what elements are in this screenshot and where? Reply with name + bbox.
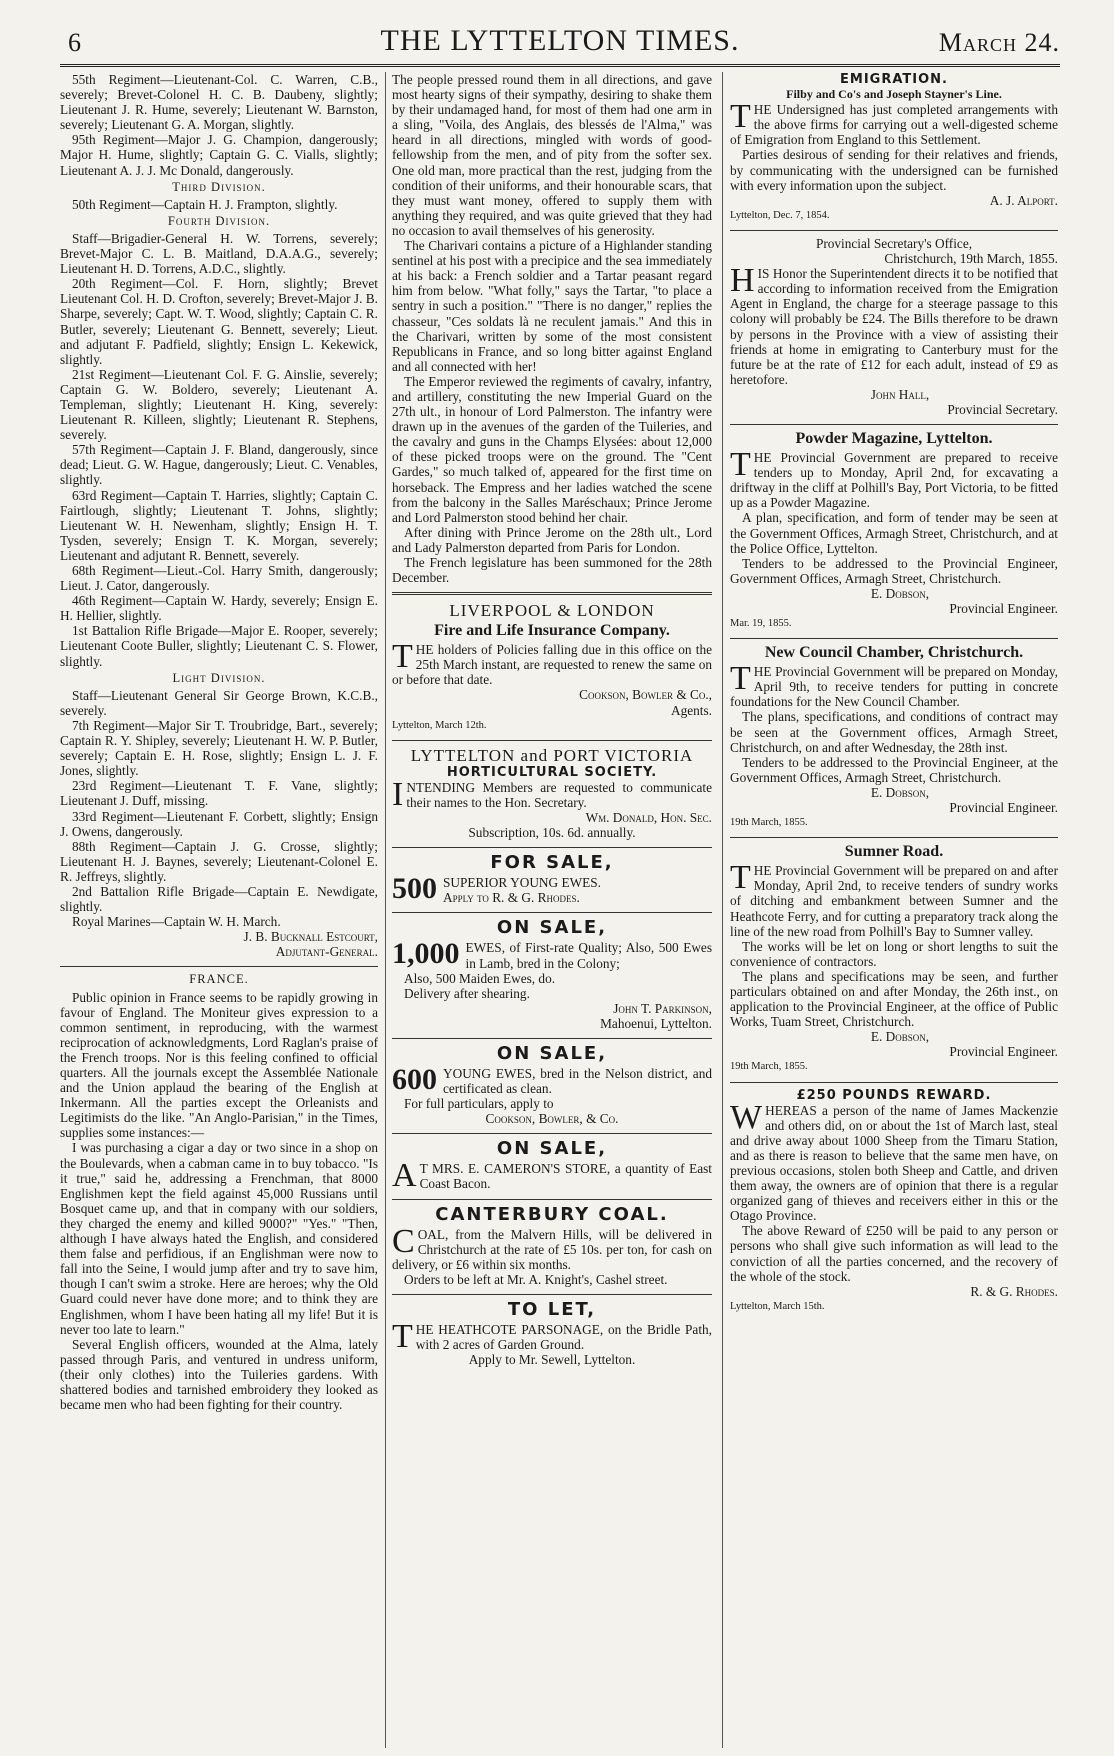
notice-date: Mar. 19, 1855.: [730, 618, 792, 630]
drop-cap: T: [392, 1317, 413, 1355]
notice-body: HE Provincial Government will be prepared on and after Monday, April 2nd, to receive tenders of sundry works of ditching and embankment between Sumner and the Heathcote Ferry, and for cutting a preparatory track along the line of the new road from Polhill's Bay to Sumner valley.: [730, 863, 1058, 939]
notice-body: HEREAS a person of the name of James Mackenzie and others did, on or about the 1st of March last, steal and drive away about 1000 Sheep from the Timaru Station, and as there is reason to believe that the same men have, on previous occasions, stolen both Sheep and Cattle, and driven them away, the owners are of opinion that there is a regular organized gang of thieves and receivers either in this or the Otago Province.: [730, 1102, 1058, 1224]
divider: [730, 638, 1058, 639]
ad-title: LYTTELTON and PORT VICTORIA: [410, 745, 694, 765]
casualty-paragraph: 95th Regiment—Major J. G. Champion, dangerously; Major H. Hume, slightly; Captain G. C. Vialls, slightly; Lieutenant A. J. J. Mc Donald, dangerously.: [60, 132, 378, 178]
ad-line: Orders to be left at Mr. A. Knight's, Cashel street.: [404, 1271, 668, 1287]
france-paragraph: Several English officers, wounded at the Alma, lately passed through Paris, and ventured in undress uniform, (their only clothes) into the Tuileries gardens. With shattered bodies and tarnished embroidery they looked as became men who had been fighting for their country.: [60, 1336, 378, 1413]
divider: [730, 424, 1058, 425]
signature-name: J. B. Bucknall Estcourt,: [243, 929, 378, 945]
notice-title: Sumner Road.: [844, 843, 944, 861]
notice-title: New Council Chamber, Christchurch.: [764, 644, 1024, 662]
ad-body: SUPERIOR YOUNG EWES.: [443, 875, 601, 891]
notice-paragraph: The works will be let on long or short lengths to suit the convenience of contractors.: [730, 938, 1058, 969]
drop-cap: I: [392, 775, 404, 813]
notice-paragraph: The plans, specifications, and conditions of contract may be seen at the Government offices, Armagh Street, Christchurch, on and after Wednesday, the 28th inst.: [730, 709, 1058, 755]
ad-date: Lyttelton, March 12th.: [392, 719, 487, 731]
casualty-paragraph: 63rd Regiment—Captain T. Harries, slightly; Captain C. Fairtlough, slightly; Lieutenant T. Johns, slightly; Lieutenant W. H. Newenham, slightly; Ensign H. T. Tysden, severely; Ensign T. K. Morgan, severely; Lieutenant and adjutant R. Bennett, severely.: [60, 487, 378, 563]
sumner-road-notice: [730, 843, 1058, 1074]
casualty-paragraph: 23rd Regiment—Lieutenant T. F. Vane, slightly; Lieutenant J. Duff, missing.: [60, 778, 378, 809]
casualty-paragraph: 1st Battalion Rifle Brigade—Major E. Rooper, severely; Lieutenant Coote Buller, slightly; Lieutenant C. S. Flower, slightly.: [60, 623, 378, 669]
casualty-paragraph: 50th Regiment—Captain H. J. Frampton, slightly.: [72, 196, 338, 212]
notice-paragraph: Tenders to be addressed to the Provincial Engineer, Government Offices, Armagh Street, Christchurch.: [730, 555, 1058, 586]
casualty-paragraph: 46th Regiment—Captain W. Hardy, severely; Ensign E. H. Hellier, slightly.: [60, 593, 378, 624]
france-paragraph: The Emperor reviewed the regiments of cavalry, infantry, and artillery, constituting the new Imperial Guard on the 27th ult., in honour of Lord Palmerston. The infantry were drawn up in the avenues of the garden of the Tuileries, and the cavalry and guns in the Champs Elysées: about 12,000 of these picked troops were on the ground. The "Cent Gardes," so much talked of, appeared for the first time on horseback. The Empress and her ladies watched the scene from the balcony in the Salles Maréschaux; Prince Jerome and Lord Palmerston stood behind her chair.: [392, 373, 712, 525]
notice-paragraph: The plans and specifications may be seen, and further particulars obtained on and after Monday, the 26th inst., on application to the Provincial Engineer, at the office of Public Works, Tuam Street, Christchurch.: [730, 968, 1058, 1030]
notice-paragraph: Tenders to be addressed to the Provincial Engineer, at the Government Offices, Armagh Street, Christchurch.: [730, 754, 1058, 785]
notice-date: 19th March, 1855.: [730, 817, 808, 829]
on-sale-young-ewes-ad: [392, 1044, 712, 1126]
casualty-paragraph: Staff—Brigadier-General H. W. Torrens, severely; Brevet-Major C. L. B. Maitland, D.A.A.G., severely; Lieutenant H. D. Torrens, A.D.C., slightly.: [60, 230, 378, 277]
column-3: [730, 72, 1058, 1748]
notice-signature: E. Dobson,: [870, 585, 930, 601]
notice-dateline: Christchurch, 19th March, 1855.: [884, 251, 1058, 267]
insurance-ad: [392, 601, 712, 733]
column-2: [392, 72, 712, 1748]
notice-signature-title: Provincial Engineer.: [949, 1044, 1058, 1060]
ad-title: TO LET,: [507, 1298, 597, 1320]
divider: [392, 1038, 712, 1039]
to-let-ad: [392, 1300, 712, 1367]
divider: [392, 847, 712, 848]
divider: [392, 1133, 712, 1134]
notice-body: IS Honor the Superintendent directs it to be notified that according to information received from the Emigration Agent in England, the charge for a steerage passage to this colony will probably be £24. The Bills therefore to be drawn by persons in the Province with a view of assisting their friends at home in emigrating to Canterbury must for the future be at the rate of £12 for each adult, instead of £9 as heretofore.: [730, 266, 1058, 387]
ad-title: ON SALE,: [496, 1138, 608, 1160]
drop-cap: T: [730, 660, 751, 698]
drop-cap: A: [392, 1157, 417, 1195]
ad-subtitle: Filby and Co's and Joseph Stayner's Line.: [786, 87, 1002, 102]
ad-title: FOR SALE,: [490, 852, 614, 874]
ad-signature: A. J. Alport.: [989, 192, 1058, 208]
divider: [730, 1082, 1058, 1083]
france-heading: FRANCE.: [189, 972, 249, 987]
notice-date: 19th March, 1855.: [730, 1061, 808, 1073]
casualty-paragraph: 88th Regiment—Captain J. G. Crosse, slightly; Lieutenant H. J. Baynes, severely; Lieutenant-Colonel E. R. Jeffreys, slightly.: [60, 838, 378, 884]
casualty-paragraph: Royal Marines—Captain W. H. March.: [72, 914, 281, 930]
ad-signature: John T. Parkinson,: [613, 1000, 712, 1016]
casualty-paragraph: 21st Regiment—Lieutenant Col. F. G. Ainslie, severely; Captain G. W. Boldero, severely; Lieutenant A. Templeman, slightly; Lieutenant H. King, severely: Lieutenant R. Killeen, slightly; Lieutenant R. Stephens, severely.: [60, 366, 378, 443]
horticultural-ad: [392, 746, 712, 840]
notice-body: HE Provincial Government are prepared to receive tenders up to Monday, April 2nd, for excavating a driftway in the cliff at Polhill's Bay, Port Victoria, to be fitted up as a Powder Magazine.: [730, 450, 1058, 511]
ad-place: Mahoenui, Lyttelton.: [600, 1015, 712, 1031]
notice-office: Provincial Secretary's Office,: [815, 235, 973, 251]
casualty-paragraph: 33rd Regiment—Lieutenant F. Corbett, slightly; Ensign J. Owens, dangerously.: [60, 808, 378, 839]
drop-cap: W: [730, 1098, 763, 1136]
ad-number: 1,000: [392, 937, 460, 971]
divider: [730, 230, 1058, 231]
signature-title: Adjutant-General.: [275, 944, 378, 960]
france-paragraph: The people pressed round them in all directions, and gave most hearty signs of their sympathy, desiring to shake them by their undamaged hand, for most of them had one arm in a sling, "Voila, des Anglais, des blessés de l'Alma," was heard in all directions, mingled with words of good-fellowship from the men, and of pity from the softer sex. One old man, more practical than the rest, judging from the condition of their uniforms, and their honourable scars, that they must want money, offered to supply them with anything they required, and was quite grieved that they had no occasion to avail themselves of his generosity.: [392, 72, 712, 238]
divider: [392, 1199, 712, 1200]
column-1: [60, 72, 378, 1748]
reward-notice: [730, 1088, 1058, 1314]
ad-body: T MRS. E. CAMERON'S STORE, a quantity of East Coast Bacon.: [419, 1161, 712, 1192]
ad-line: Delivery after shearing.: [404, 985, 530, 1001]
ad-title: EMIGRATION.: [840, 72, 948, 87]
for-sale-ewes-ad: [392, 853, 712, 905]
ad-number: 500: [392, 872, 437, 906]
ad-body: NTENDING Members are requested to communicate their names to the Hon. Secretary.: [406, 779, 712, 810]
ad-signature: Cookson, Bowler, & Co.: [485, 1111, 619, 1127]
drop-cap: T: [730, 446, 751, 484]
provincial-secretary-notice: [730, 236, 1058, 417]
ad-number: 600: [392, 1062, 437, 1096]
divider: [392, 740, 712, 741]
divider: [392, 1294, 712, 1295]
emigration-ad: [730, 72, 1058, 223]
ad-line: For full particulars, apply to: [404, 1096, 554, 1112]
coal-ad: [392, 1205, 712, 1287]
ad-note: Subscription, 10s. 6d. annually.: [468, 825, 636, 841]
divider: [392, 912, 712, 913]
bacon-ad: [392, 1138, 712, 1195]
ad-date: Lyttelton, Dec. 7, 1854.: [730, 209, 830, 221]
ad-line: Also, 500 Maiden Ewes, do.: [404, 970, 556, 986]
france-paragraph: I was purchasing a cigar a day or two since in a shop on the Boulevards, when a cabman came in to buy tobacco. "Is it true," said he, addressing a Frenchman, that 8000 Englishmen kept the field against 45,000 Russians until Bosquet came up, and that in company with our soldiers, they charged the enemy and killed 9000?" "Yes." "Then, although I have always hated the English, and considered them false and perfidious, if an Englishman were now to fall into the Seine, I would jump after and try to save him, though I can't swim a stroke. Here are heroes; why the Old Guard could never have done more; and to think they are Englishmen, whom I have been hating all my life! But it is never too late to learn.": [60, 1140, 378, 1337]
page-number: 6: [68, 28, 81, 57]
france-paragraph: The Charivari contains a picture of a Highlander standing sentinel at his post with a precipice and the sea immediately at his back: a French soldier and a Tartar peasant regard him from below. "What folly," says the Tartar, "to place a sentry in such a position." "There is no danger," replies the chasseur, "Ces soldats là ne reculent jamais." And this in the Charivari, written by some of the most consistent Republicans in France, and so long bitter against England and all connected with her!: [392, 238, 712, 374]
ad-signature: Wm. Donald, Hon. Sec.: [585, 810, 712, 826]
ad-title: ON SALE,: [496, 1042, 608, 1064]
casualty-paragraph: Staff—Lieutenant General Sir George Brown, K.C.B., severely.: [60, 687, 378, 718]
casualty-paragraph: 55th Regiment—Lieutenant-Col. C. Warren, C.B., severely; Brevet-Colonel H. C. B. Daubeny, slightly; Lieutenant J. R. Hume, severely; Lieutenant W. Barnston, severely; Lieutenant G. A. Morgan, slightly.: [60, 72, 378, 133]
casualty-paragraph: 68th Regiment—Lieut.-Col. Harry Smith, dangerously; Lieut. J. Cator, dangerously.: [60, 563, 378, 594]
notice-body: HE Provincial Government will be prepared on Monday, April 9th, to receive tenders for putting in concrete foundations for the New Council Chamber.: [730, 664, 1058, 710]
on-sale-ewes-ad: [392, 918, 712, 1031]
powder-magazine-notice: [730, 430, 1058, 631]
ad-subtitle: Fire and Life Insurance Company.: [434, 622, 670, 640]
ad-body: OAL, from the Malvern Hills, will be delivered in Christchurch at the rate of £5 10s. per ton, for cash on delivery, or £6 within six months.: [392, 1226, 712, 1272]
ad-body: YOUNG EWES, bred in the Nelson district, and certificated as clean.: [443, 1065, 712, 1097]
notice-signature-title: Provincial Engineer.: [949, 800, 1058, 816]
column-rule: [385, 72, 386, 1748]
france-paragraph: Public opinion in France seems to be rapidly growing in favour of England. The Moniteur gives expression to a common sentiment, in reproducing, with the warmest reciprocation of acknowledgments, Lord Raglan's praise of the French troops. Nor is this feeling confined to official quarters. All the journals except the Assemblée Nationale and the Union applaud the bearing of the English at Inkermann. All the parties except the Orleanists and Legitimists do the like. "An Anglo-Parisian," in the Times, supplies some instances:—: [60, 989, 378, 1141]
notice-signature: John Hall,: [870, 386, 930, 402]
notice-date: Lyttelton, March 15th.: [730, 1300, 825, 1312]
notice-title: Powder Magazine, Lyttelton.: [795, 430, 993, 448]
division-heading: Third Division.: [172, 179, 266, 194]
issue-date: March 24.: [938, 28, 1060, 57]
ad-body: EWES, of First-rate Quality; Also, 500 Ewes in Lamb, bred in the Colony;: [465, 940, 712, 971]
newspaper-title: THE LYTTELTON TIMES.: [380, 24, 740, 57]
casualty-paragraph: 57th Regiment—Captain J. F. Bland, dangerously, since dead; Lieut. G. W. Hague, dangerously; Lieut. C. Venables, slightly.: [60, 442, 378, 488]
divider: [730, 837, 1058, 838]
casualty-paragraph: 20th Regiment—Col. F. Horn, slightly; Brevet Lieutenant Col. H. D. Crofton, severely; Brevet-Major J. B. Sharpe, severely; Capt. W. T. Wood, slightly; Captain C. R. Butler, severely; Lieutenant G. Bennett, severely; Lieut. and adjutant F. Padfield, slightly; Ensign L. Kekewick, slightly.: [60, 276, 378, 367]
column-rule: [722, 72, 723, 1748]
ad-title: CANTERBURY COAL.: [435, 1203, 669, 1225]
notice-paragraph: The above Reward of £250 will be paid to any person or persons who shall give such information as will lead to the conviction of all the parties concerned, and the recovery of the whole of the stock.: [730, 1223, 1058, 1284]
divider: [392, 592, 712, 595]
ad-subtitle: HORTICULTURAL SOCIETY.: [446, 764, 658, 780]
ad-body: HE holders of Policies falling due in this office on the 25th March instant, are requested to renew the same on or before that date.: [392, 642, 712, 688]
drop-cap: T: [730, 98, 751, 136]
notice-signature-title: Provincial Secretary.: [947, 401, 1058, 417]
ad-body: HE HEATHCOTE PARSONAGE, on the Bridle Path, with 2 acres of Garden Ground.: [415, 1321, 712, 1352]
notice-signature: E. Dobson,: [870, 784, 930, 800]
ad-signature-role: Agents.: [671, 702, 712, 718]
ad-title: LIVERPOOL & LONDON: [449, 601, 655, 621]
ad-signature: Cookson, Bowler & Co.,: [579, 687, 712, 703]
masthead: [60, 18, 1060, 67]
council-chamber-notice: [730, 644, 1058, 830]
notice-signature: R. & G. Rhodes.: [970, 1283, 1058, 1299]
ad-line: Apply to Mr. Sewell, Lyttelton.: [468, 1352, 636, 1368]
casualty-paragraph: 2nd Battalion Rifle Brigade—Captain E. Newdigate, slightly.: [60, 883, 378, 915]
notice-signature: E. Dobson,: [870, 1029, 930, 1045]
division-heading: Light Division.: [172, 670, 266, 685]
notice-paragraph: A plan, specification, and form of tender may be seen at the Government Offices, Armagh Street, Christchurch, and at the Police Office, Lyttelton.: [730, 510, 1058, 556]
ad-apply: Apply to R. & G. Rhodes.: [443, 890, 580, 906]
drop-cap: C: [392, 1222, 415, 1260]
ad-title: ON SALE,: [496, 917, 608, 939]
ad-paragraph: Parties desirous of sending for their relatives and friends, by communicating with the undersigned can be furnished with every information upon the subject.: [730, 147, 1058, 193]
casualty-paragraph: 7th Regiment—Major Sir T. Troubridge, Bart., severely; Captain R. Y. Shipley, severely; Lieutenant H. W. P. Butler, severely; Captain E. H. Rose, slightly; Ensign L. J. F. Jones, slightly.: [60, 717, 378, 779]
division-heading: Fourth Division.: [167, 213, 271, 228]
france-paragraph: The French legislature has been summoned for the 28th December.: [392, 555, 712, 586]
notice-title: £250 POUNDS REWARD.: [796, 1087, 992, 1103]
drop-cap: T: [392, 638, 413, 676]
divider: [60, 966, 378, 967]
notice-signature-title: Provincial Engineer.: [949, 601, 1058, 616]
drop-cap: T: [730, 859, 751, 897]
ad-body: HE Undersigned has just completed arrangements with the above firms for carrying out a well-digested scheme of Emigration from England to this Settlement.: [730, 102, 1058, 148]
drop-cap: H: [730, 262, 755, 300]
france-paragraph: After dining with Prince Jerome on the 28th ult., Lord and Lady Palmerston departed from Paris for London.: [392, 524, 712, 555]
